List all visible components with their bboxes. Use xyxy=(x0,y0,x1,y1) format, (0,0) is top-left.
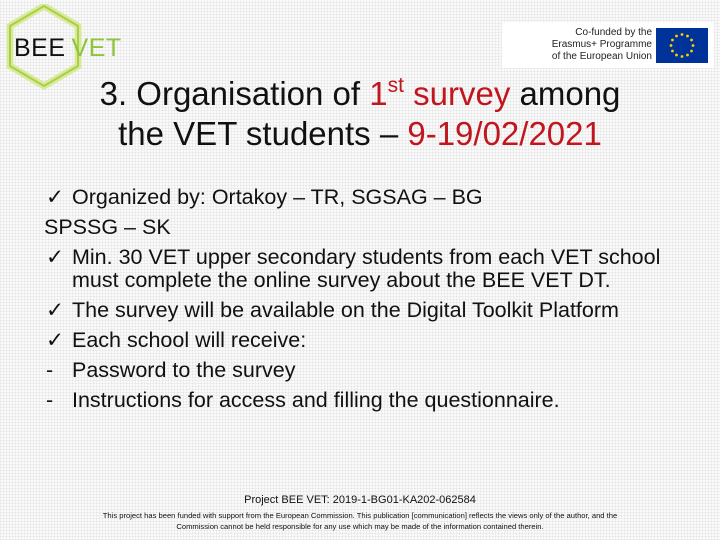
eu-cofunded-text xyxy=(506,27,652,63)
eu-flag-icon xyxy=(656,28,708,63)
disclaimer-line: Commission cannot be held responsible for any use which may be made of the information contained therein. xyxy=(176,522,544,531)
eu-star-icon xyxy=(690,39,693,42)
eu-star-icon xyxy=(670,44,673,47)
dash-mark: - xyxy=(46,388,54,412)
bullet-item xyxy=(44,299,694,322)
eu-cofunded-badge xyxy=(502,22,714,68)
bullet-text: The survey will be available on the Digital Toolkit Platform xyxy=(72,298,619,322)
title-text: the VET students – xyxy=(118,115,408,152)
bullet-continuation: SPSSG – SK xyxy=(44,215,171,239)
title-line-1 xyxy=(0,74,720,114)
disclaimer-line: This project has been funded with support from the European Commission. This publication [communication] reflects the views only of the author, and the xyxy=(102,511,618,520)
dash-mark: - xyxy=(46,358,54,382)
eu-star-icon xyxy=(675,54,678,57)
title-line-2 xyxy=(0,114,720,154)
eu-star-icon xyxy=(686,54,689,57)
eu-text-line: of the European Union xyxy=(551,51,652,62)
project-number: Project BEE VET: 2019-1-BG01-KA202-062584 xyxy=(244,494,476,506)
eu-star-icon xyxy=(675,35,678,38)
title-survey: survey xyxy=(403,75,511,112)
bullet-text: Min. 30 VET upper secondary students from each VET school must complete the online survey about the BEE VET DT. xyxy=(72,245,661,292)
bullet-item xyxy=(44,186,694,209)
eu-star-icon xyxy=(692,44,695,47)
title-date-range: 9-19/02/2021 xyxy=(407,115,602,152)
eu-star-icon xyxy=(681,55,684,58)
bullet-text: Organized by: Ortakoy – TR, SGSAG – BG xyxy=(72,185,483,209)
eu-star-icon xyxy=(690,50,693,53)
title-superscript: st xyxy=(387,74,404,97)
eu-text-line: Co-funded by the xyxy=(575,27,652,38)
eu-star-icon xyxy=(681,33,684,36)
title-text: 3. Organisation of xyxy=(99,75,370,112)
title-number: 1 xyxy=(369,75,388,112)
eu-star-icon xyxy=(686,35,689,38)
title-text: among xyxy=(510,75,621,112)
bullet-text: Each school will receive: xyxy=(72,328,307,352)
check-mark-icon: ✓ xyxy=(46,185,65,209)
logo-vet-text: VET xyxy=(71,34,122,62)
bullet-item xyxy=(44,246,694,292)
bullet-item xyxy=(44,329,694,352)
sub-bullet-item xyxy=(44,389,694,412)
eu-text-line: Erasmus+ Programme xyxy=(551,39,652,50)
eu-disclaimer xyxy=(40,510,680,532)
eu-star-icon xyxy=(671,39,674,42)
page-title xyxy=(0,74,720,154)
sub-bullet-item xyxy=(44,359,694,382)
check-mark-icon: ✓ xyxy=(46,298,65,322)
check-mark-icon: ✓ xyxy=(46,328,65,352)
logo-bee-text: BEE xyxy=(14,34,66,62)
bullet-text: Instructions for access and filling the questionnaire. xyxy=(72,388,560,412)
logo-wordmark xyxy=(14,34,122,63)
slide-content xyxy=(44,186,694,419)
check-mark-icon: ✓ xyxy=(46,245,65,269)
eu-star-icon xyxy=(671,50,674,53)
bee-vet-logo xyxy=(6,4,136,84)
bullet-text: Password to the survey xyxy=(72,358,296,382)
